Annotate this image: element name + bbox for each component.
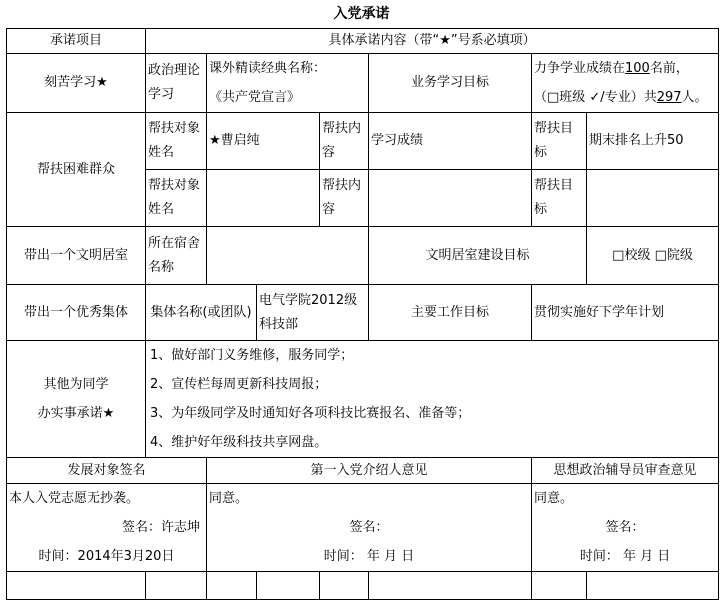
blank-cell [7,572,146,600]
dorm-name-label: 所在宿舍名称 [146,227,207,285]
other-item-2: 2、宣传栏每周更新科技周报； [150,377,328,392]
help-goal-label-2: 帮扶目标 [532,170,587,227]
other-label-cell [7,341,146,458]
sig-time-2: 时间： 年 月 日 [323,549,415,564]
help-goal-value-2 [587,170,719,227]
other-label-line1: 其他为同学 [43,377,109,392]
group-goal-label: 主要工作目标 [369,285,532,341]
dorm-goal-label: 文明居室建设目标 [369,227,587,285]
group-name-label: 集体名称(或团队) [146,285,257,341]
blank-cell [320,572,369,600]
sig-sign-1: 签名：许志坤 [121,520,200,535]
study-label: 刻苦学习★ [7,54,146,113]
blank-cell [587,572,719,600]
help-goal-value-1: 期末排名上升50 [587,113,719,170]
help-content-label-1: 帮扶内容 [320,113,369,170]
sig-body-1 [7,484,207,572]
help-target-value-2 [207,170,320,227]
help-content-value-1: 学习成绩 [369,113,532,170]
dorm-label: 带出一个文明居室 [7,227,146,285]
other-label-line2: 办实事承诺★ [37,406,115,421]
sig-header-1: 发展对象签名 [7,458,207,484]
help-label: 帮扶困难群众 [7,113,146,227]
help-content-label-2: 帮扶内容 [320,170,369,227]
study-goal-label: 业务学习目标 [369,54,532,113]
dorm-name-value [207,227,369,285]
reading-label: 课外精读经典名称： [209,61,327,76]
blank-cell [369,572,532,600]
other-item-4: 4、维护好年级科技共享网盘。 [150,435,328,450]
study-goal-cell [532,54,719,113]
page-title: 入党承诺 [333,6,390,22]
goal-rank: 100 [625,61,650,76]
sig-header-2: 第一入党介绍人意见 [207,458,532,484]
other-items-cell [146,341,719,458]
sig-body-3 [532,484,719,572]
other-item-1: 1、做好部门义务维修，服务同学； [150,348,354,363]
commitment-table [6,28,719,600]
study-sub-label: 政治理论学习 [146,54,207,113]
group-goal-value: 贯彻实施好下学年计划 [532,285,719,341]
blank-cell [207,572,257,600]
header-item: 承诺项目 [7,29,146,54]
help-content-value-2 [369,170,532,227]
goal-total: 297 [656,90,682,105]
reading-cell [207,54,369,113]
help-goal-label-1: 帮扶目标 [532,113,587,170]
dorm-options: □校级 □院级 [587,227,719,285]
blank-cell [532,572,587,600]
sig-sign-2: 签名： [349,520,389,535]
sig-time-1: 时间：2014年3月20日 [38,549,175,564]
header-content: 具体承诺内容（带“★”号系必填项） [146,29,719,54]
blank-cell [257,572,320,600]
goal-scope: （□班级 ✓/专业）共 [534,90,657,105]
group-name-value: 电气学院2012级科技部 [257,285,369,341]
blank-cell [146,572,207,600]
sig-body-2 [207,484,532,572]
help-target-label-1: 帮扶对象姓名 [146,113,207,170]
reading-value: 《共产党宣言》 [209,90,301,105]
goal-mid: 名前， [649,61,689,76]
help-target-value-1: ★曹启纯 [207,113,320,170]
help-target-label-2: 帮扶对象姓名 [146,170,207,227]
sig-header-3: 思想政治辅导员审查意见 [532,458,719,484]
sig-text-2: 同意。 [209,491,249,506]
sig-text-3: 同意。 [534,491,574,506]
other-item-3: 3、为年级同学及时通知好各项科技比赛报名、准备等； [150,406,471,421]
sig-text-1: 本人入党志愿无抄袭。 [9,491,140,506]
group-label: 带出一个优秀集体 [7,285,146,341]
goal-post: 人。 [681,90,708,105]
goal-pre: 力争学业成绩在 [534,61,626,76]
sig-sign-3: 签名： [605,520,645,535]
sig-time-3: 时间： 年 月 日 [579,549,671,564]
